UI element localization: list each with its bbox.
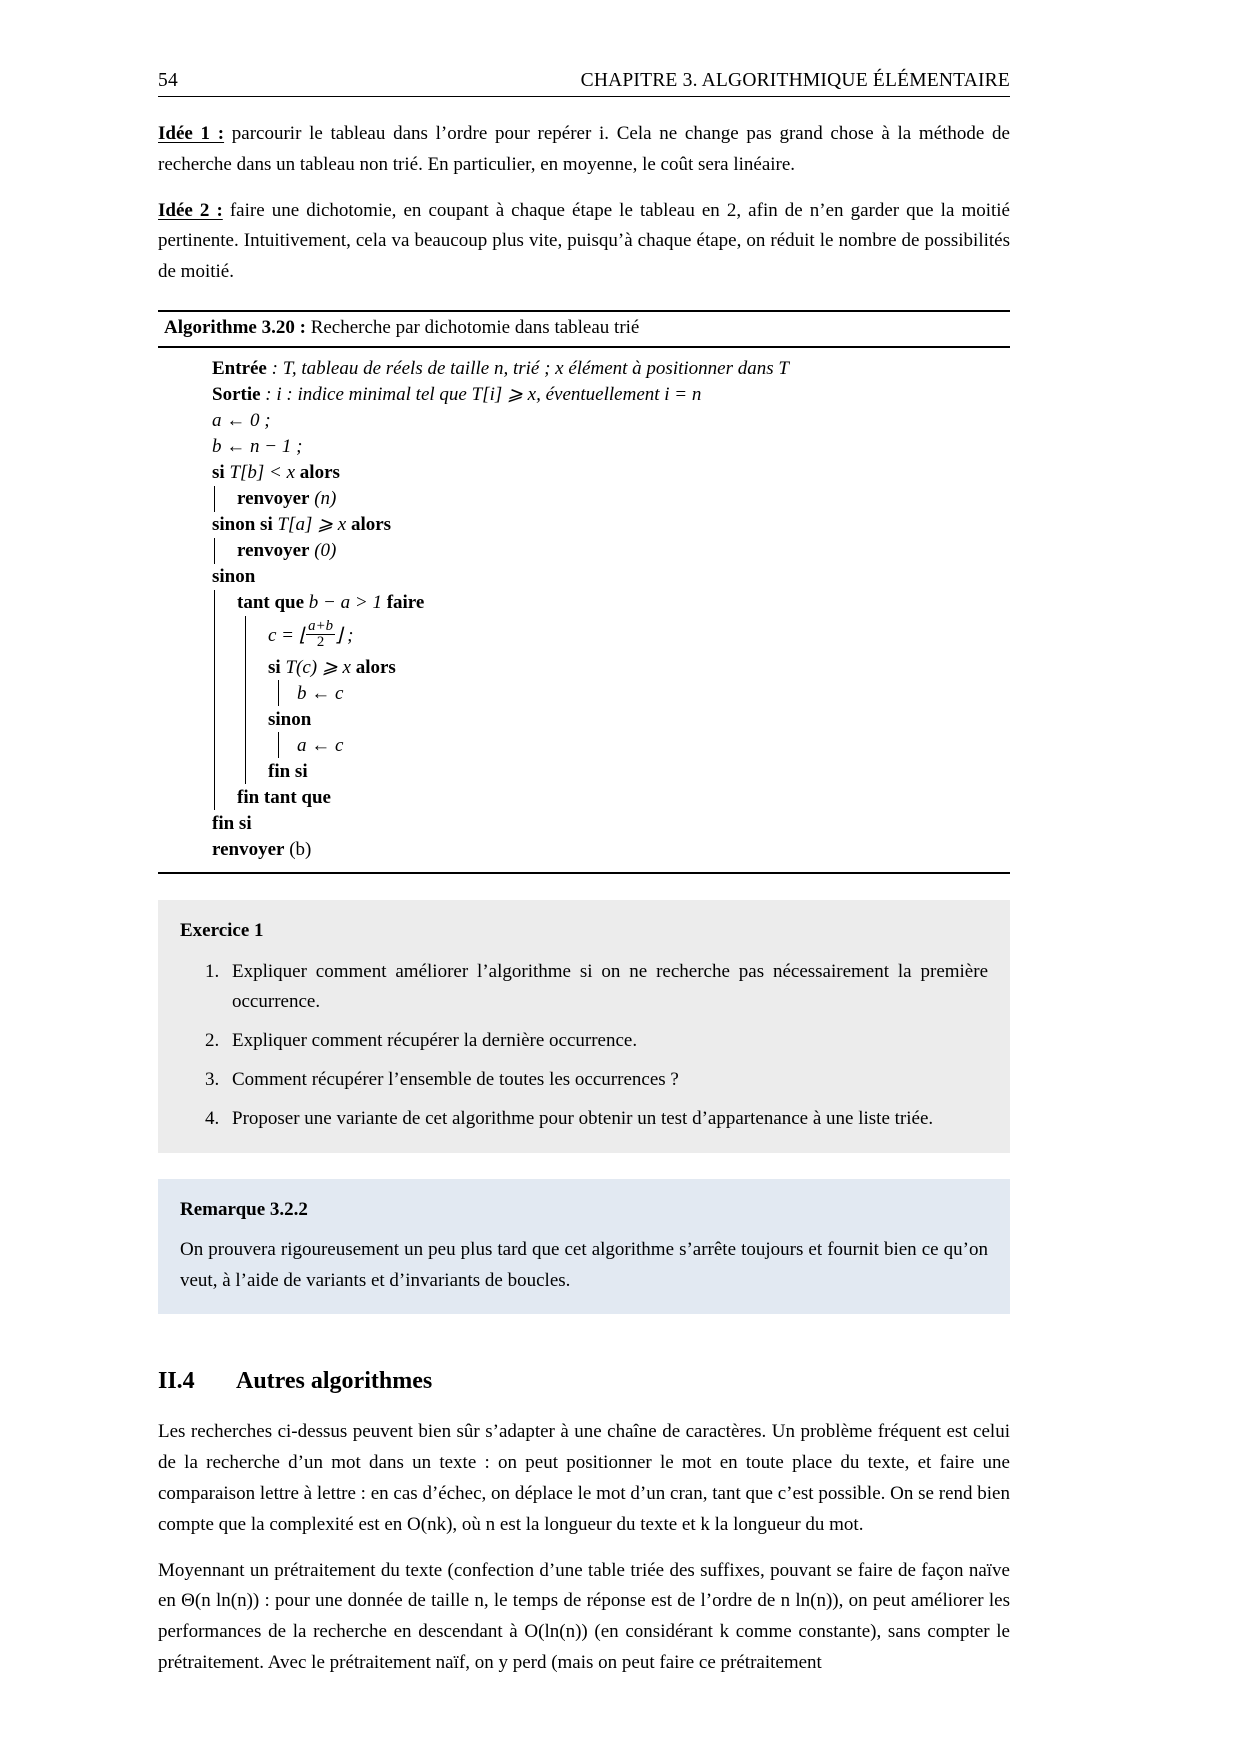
exercise-callout [158,900,1010,1152]
section-paragraph-2: Moyennant un prétraitement du texte (confection d’une table triée des suffixes, pouvant se faire de façon naïve en Θ(n ln(n)) : pour une donnée de taille n, le temps de réponse est de l’ordre de n ln(n)), on peut améliorer les performances de la recherche en descendant à O(ln(n)) (en considérant k comme constante), sans compter le prétraitement. Avec le prétraitement naïf, on y perd (mais on peut faire ce prétraitement [158,1559,1010,1673]
sortie-label: Sortie [212,384,261,406]
algorithm-line-b-gets-c [297,680,1010,706]
list-item: 1. Expliquer comment améliorer l’algorithme si on ne recherche pas nécessairement la première occurrence. [224,957,988,1019]
algorithm-else-branch-outer [214,590,1010,811]
algorithm-line-fin-si-inner [268,758,1010,784]
assign-c-prefix: c = ⌊ [268,624,307,646]
page-number: 54 [158,70,178,91]
tant-que-keyword: tant que [237,592,309,614]
sinon-si-condition: T[a] ⩾ x [277,514,347,536]
section-title: Autres algorithmes [236,1368,433,1395]
alors-keyword-2: alors [346,514,392,536]
renvoyer-keyword: renvoyer [237,488,310,510]
sinon-outer-keyword: sinon [212,566,256,588]
assign-c-suffix: ⌋ ; [334,624,354,646]
algorithm-while-body [245,616,1010,785]
idea-1-text: parcourir le tableau dans l’ordre pour repérer i. Cela ne change pas grand chose à la méthode de recherche dans un tableau non trié. En particulier, en moyenne, le coût sera linéaire. [158,123,1010,175]
fraction-numerator: a+b [308,618,333,635]
alors-keyword-inner: alors [350,656,396,678]
tant-que-condition: b − a > 1 [308,592,382,614]
midpoint-fraction [306,619,335,651]
body-column [158,119,1010,1679]
sortie-text: : i : indice minimal tel que T[i] ⩾ x, éventuellement i = n [260,384,702,406]
algorithm-line-sinon-inner [268,706,1010,732]
algorithm-then-branch-2 [214,538,1010,564]
algorithm-line-sinon-outer [158,564,1010,590]
sinon-inner-keyword: sinon [268,708,312,730]
a-gets-c-text: a ← c [297,734,344,756]
paragraph-idea-2 [158,196,1010,288]
algorithm-block [158,310,1010,874]
renvoyer-0-argument: (0) [309,540,337,562]
si-keyword: si [212,462,230,484]
si-tc-condition: T(c) ⩾ x [285,656,351,678]
algorithm-line-init-b [158,434,1010,460]
running-head [158,70,1010,92]
idea-2-label: Idée 2 : [158,199,223,221]
algorithm-inner-else-branch [278,732,1010,758]
exercise-list [180,957,988,1135]
algorithm-body [158,348,1010,873]
renvoyer-n-argument: (n) [309,488,337,510]
algorithm-then-branch-1 [214,486,1010,512]
entree-text: : T, tableau de réels de taille n, trié ; x élément à positionner dans T [266,358,789,380]
chapter-title: CHAPITRE 3. ALGORITHMIQUE ÉLÉMENTAIRE [580,70,1010,91]
list-item: 2. Expliquer comment récupérer la dernière occurrence. [224,1026,988,1057]
b-gets-c-text: b ← c [297,682,344,704]
algorithm-line-assign-c [268,616,1010,655]
idea-2-text: faire une dichotomie, en coupant à chaque étape le tableau en 2, afin de n’en garder que la moitié pertinente. Intuitivement, cela va beaucoup plus vite, puisqu’à chaque étape, on réduit le nombre de possibilités de moitié. [158,199,1010,283]
fraction-denominator: 2 [316,634,325,651]
list-item: 4. Proposer une variante de cet algorithme pour obtenir un test d’appartenance à une liste triée. [224,1104,988,1135]
algorithm-line-tant-que [237,590,1010,616]
si-tb-condition: T[b] < x [229,462,296,484]
idea-1-label: Idée 1 : [158,123,225,144]
fin-tant-que-keyword: fin tant que [237,786,331,808]
algorithm-line-si-tb [158,460,1010,486]
sinon-si-keyword: sinon si [212,514,278,536]
exercise-title: Exercice 1 [180,920,264,942]
algorithm-line-entree [158,356,1010,382]
fin-si-inner-keyword: fin si [268,760,308,782]
remark-title: Remarque 3.2.2 [180,1198,308,1220]
algorithm-line-renvoyer-0 [237,538,1010,564]
header-rule [158,96,1010,97]
renvoyer-keyword-2: renvoyer [237,540,310,562]
algorithm-caption [158,312,1010,348]
algorithm-line-renvoyer-b [158,836,1010,862]
algorithm-caption-text: Recherche par dichotomie dans tableau trié [305,316,640,338]
si-keyword-inner: si [268,656,286,678]
algorithm-line-renvoyer-n [237,486,1010,512]
remark-text: On prouvera rigoureusement un peu plus tard que cet algorithme s’arrête toujours et fournit bien ce qu’on veut, à l’aide de variants et d’invariants de boucles. [180,1238,988,1291]
algorithm-line-a-gets-c [297,732,1010,758]
page-content [158,0,1010,1673]
faire-keyword: faire [381,592,425,614]
paragraph-idea-1 [158,119,1010,181]
section-paragraph-1: Les recherches ci-dessus peuvent bien sûr s’adapter à une chaîne de caractères. Un problème fréquent est celui de la recherche d’un mot dans un texte : on peut positionner le mot en toute place du texte, et faire une comparaison lettre à lettre : en cas d’échec, on déplace le mot d’un cran, tant que c’est possible. On se rend bien compte que la complexité est en O(nk), où n est la longueur du texte et k la longueur du mot. [158,1421,1010,1535]
section-number: II.4 [158,1368,195,1395]
algorithm-line-fin-tant-que [237,784,1010,810]
entree-label: Entrée [212,358,267,380]
renvoyer-b-argument: (b) [284,838,312,860]
fin-si-outer-keyword: fin si [212,812,252,834]
section-heading [158,1368,1010,1395]
algorithm-line-fin-si-outer [158,810,1010,836]
algorithm-line-init-a [158,408,1010,434]
renvoyer-keyword-3: renvoyer [212,838,285,860]
algorithm-line-sortie [158,382,1010,408]
algorithm-line-si-tc [268,654,1010,680]
algorithm-inner-then-branch [278,680,1010,706]
init-a-text: a ← 0 ; [212,410,271,432]
init-b-text: b ← n − 1 ; [212,436,303,458]
algorithm-caption-label: Algorithme 3.20 : [164,316,306,338]
list-item: 3. Comment récupérer l’ensemble de toutes les occurrences ? [224,1065,988,1096]
alors-keyword: alors [295,462,340,484]
algorithm-line-sinon-si [158,512,1010,538]
remark-callout [158,1179,1010,1315]
